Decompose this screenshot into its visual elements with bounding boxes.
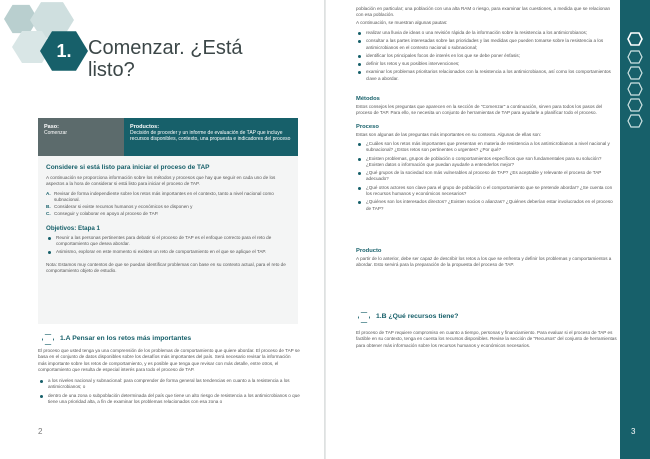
card-products-cell bbox=[124, 118, 298, 156]
objectives-title: Objetivos: Etapa 1 bbox=[46, 224, 100, 232]
card-title: Considere si está listo para iniciar el proceso de TAP bbox=[46, 164, 210, 171]
chapter-title: Comenzar. ¿Está listo? bbox=[88, 37, 243, 81]
list-item: ¿Quiénes son los interesados directos? ¿Existen socios o alianzas? ¿Quiénes deberían estar involucrados en el proceso de TAP? bbox=[366, 199, 618, 212]
process-list bbox=[366, 141, 618, 214]
list-item: ¿Qué otros actores son clave para el grupo de población o el comportamiento que se pretende abordar? ¿Se cuenta con los recursos humanos y económicos necesarios? bbox=[366, 185, 618, 198]
product-text: A partir de lo anterior, debe ser capaz de describir los retos a los que se enfrenta y definir los problemas y comportamientos a abordar. Esto servirá para la preparación de la propuesta del proceso de TAP. bbox=[356, 256, 612, 268]
list-item: examinar los problemas prioritarios relacionados con la resistencia a los antimicrobianos, así como los comportamientos clave a abordar. bbox=[366, 69, 618, 82]
card-note: Nota: Estamos muy contentos de que se puedan identificar problemas con base en su contexto actual, para el reto de comportamiento objeto de estudio. bbox=[46, 261, 286, 273]
section-1b-paragraph: El proceso de TAP requiere compromiso en cuanto a tiempo, personas y financiamiento. Para evaluar si el proceso de TAP es factible en su contexto, tenga en cuenta los recursos disponibles. Revise la sección de "Recursos" del conjunto de herramientas para obtener más información sobre los recursos humanos y económicos necesarios. bbox=[356, 330, 617, 348]
hexagon-outline-icon[interactable] bbox=[627, 32, 643, 46]
continued-paragraph: población en particular; una población con una alta RAM o riesgo, para examinar las cuestiones, a medida que se relacionan con esa población. bbox=[356, 6, 611, 18]
list-item: identificar los principales focos de interés en los que se debe poner énfasis; bbox=[366, 53, 618, 59]
page-number-right: 3 bbox=[631, 427, 636, 436]
methods-title: Métodos bbox=[356, 96, 380, 102]
card-steps-list bbox=[46, 190, 290, 218]
methods-text: Estos consejos les preguntas que aparecen en la sección de "Comenzar" a continuación, sirven para todos los pasos del proceso de TAP. Para ello, se necesita un conjunto de herramientas de TAP para ayudarle a planificar todo el proceso. bbox=[356, 104, 603, 116]
list-item: a los niveles nacional y subnacional: para comprender de forma general las tendencias en cuanto a la resistencia a los antimicrobianos; o bbox=[48, 378, 300, 391]
hexagon-outline-icon[interactable] bbox=[627, 66, 643, 80]
list-item: C. Conseguir y colaborar en apoyo al proceso de TAP. bbox=[46, 211, 159, 217]
list-item: Asimismo, explorar en este momento si existen un reto de comportamiento en el que se aplique el TAP. bbox=[56, 249, 290, 255]
list-item: ¿Qué grupos de la sociedad son más vulnerables al proceso de TAP? ¿Es aceptable y relevante el proceso de TAP adecuado? bbox=[366, 170, 618, 183]
card-step-cell bbox=[38, 118, 124, 156]
product-title: Producto bbox=[356, 248, 382, 254]
right-page bbox=[326, 0, 650, 459]
hexagon-outline-icon[interactable] bbox=[627, 82, 643, 96]
hexagon-outline-icon[interactable] bbox=[627, 50, 643, 64]
card-header bbox=[38, 118, 298, 156]
list-item: realizar una lluvia de ideas o una revisión rápida de la información sobre la resistencia a los antimicrobianos; bbox=[366, 30, 618, 36]
list-item: ¿Existen problemas, grupos de población o comportamientos específicos que son fundamentales para su solución? ¿Existen datos o información que puedan ayudarle a entenderlos mejor? bbox=[366, 156, 618, 169]
list-item: A. Revisar de forma independiente sobre los retos más importantes en el contexto, tanto a nivel nacional como subnacional. bbox=[46, 190, 274, 202]
card-step-label: Paso: bbox=[44, 124, 59, 130]
guidelines-list bbox=[366, 30, 618, 84]
guidelines-intro: A continuación, se muestran algunas pautas: bbox=[356, 20, 448, 25]
card-products-label: Productos: bbox=[130, 124, 160, 130]
section-hexagon-icon bbox=[42, 334, 54, 345]
section-1a-bullets bbox=[48, 378, 300, 407]
section-1a-paragraph: El proceso que usted tenga ya una comprensión de los problemas de comportamiento que quiere abordar. El proceso de TAP se basa en el conjunto de datos disponibles sobre los desafíos más importantes del país. Será necesario revisar la información más importante sobre los retos de comportamiento, y es posible que tenga que revisar con más detalle, entre otros, el comportamiento que resulta de especial interés para todo el proceso de TAP. bbox=[38, 348, 300, 372]
list-item: consultar a las partes interesadas sobre las prioridades y las medidas que pueden tomarse sobre la resistencia a los antimicrobianos en el contexto nacional o subnacional; bbox=[366, 38, 618, 51]
section-title-1b: 1.B ¿Qué recursos tiene? bbox=[376, 313, 459, 320]
process-title: Proceso bbox=[356, 124, 379, 130]
card-step-value: Comenzar bbox=[44, 130, 68, 136]
list-item: Reunir a las personas pertinentes para debatir si el proceso de TAP es el enfoque correcto para el reto de comportamiento que desea abordar. bbox=[56, 235, 290, 248]
objectives-list bbox=[56, 235, 290, 256]
list-item: definir los retos y sus posibles intervenciones; bbox=[366, 61, 618, 67]
list-item: dentro de una zona o subpoblación determinada del país que tiene un alto riesgo de resistencia a los antimicrobianos o que tiene una prioridad alta, a fin de examinar los problemas relacionados con esa zona o bbox=[48, 392, 300, 404]
card-products-value: Decisión de proceder y un informe de evaluación de TAP que incluye recursos disponibles, contexto, una propuesta e indicadores del proceso bbox=[130, 130, 291, 142]
hexagon-outline-icon[interactable] bbox=[627, 114, 643, 128]
process-intro: Estas son algunas de las preguntas más importantes en su contexto. Algunas de ellas son: bbox=[356, 132, 542, 137]
page-number-left: 2 bbox=[38, 427, 43, 436]
list-item: B. Considerar si existe recursos humanos y económicos se disponen y bbox=[46, 204, 193, 210]
hexagon-outline-icon[interactable] bbox=[627, 98, 643, 112]
list-item: ¿Cuáles son los retos más importantes que presentan en materia de resistencia a los antimicrobianos a nivel nacional y subnacional? ¿Estos retos son pertinentes o urgentes? ¿Por qué? bbox=[366, 141, 618, 154]
card-intro: A continuación se proporciona información sobre los métodos y procesos que hay que seguir en cada uno de los aspectos a la hora de considerar si está listo para iniciar el proceso de TAP. bbox=[46, 175, 276, 187]
section-title-1a: 1.A Pensar en los retos más importantes bbox=[60, 335, 192, 342]
info-card bbox=[38, 118, 298, 324]
section-hexagon-icon bbox=[358, 312, 370, 323]
chapter-number: 1. bbox=[56, 40, 72, 61]
